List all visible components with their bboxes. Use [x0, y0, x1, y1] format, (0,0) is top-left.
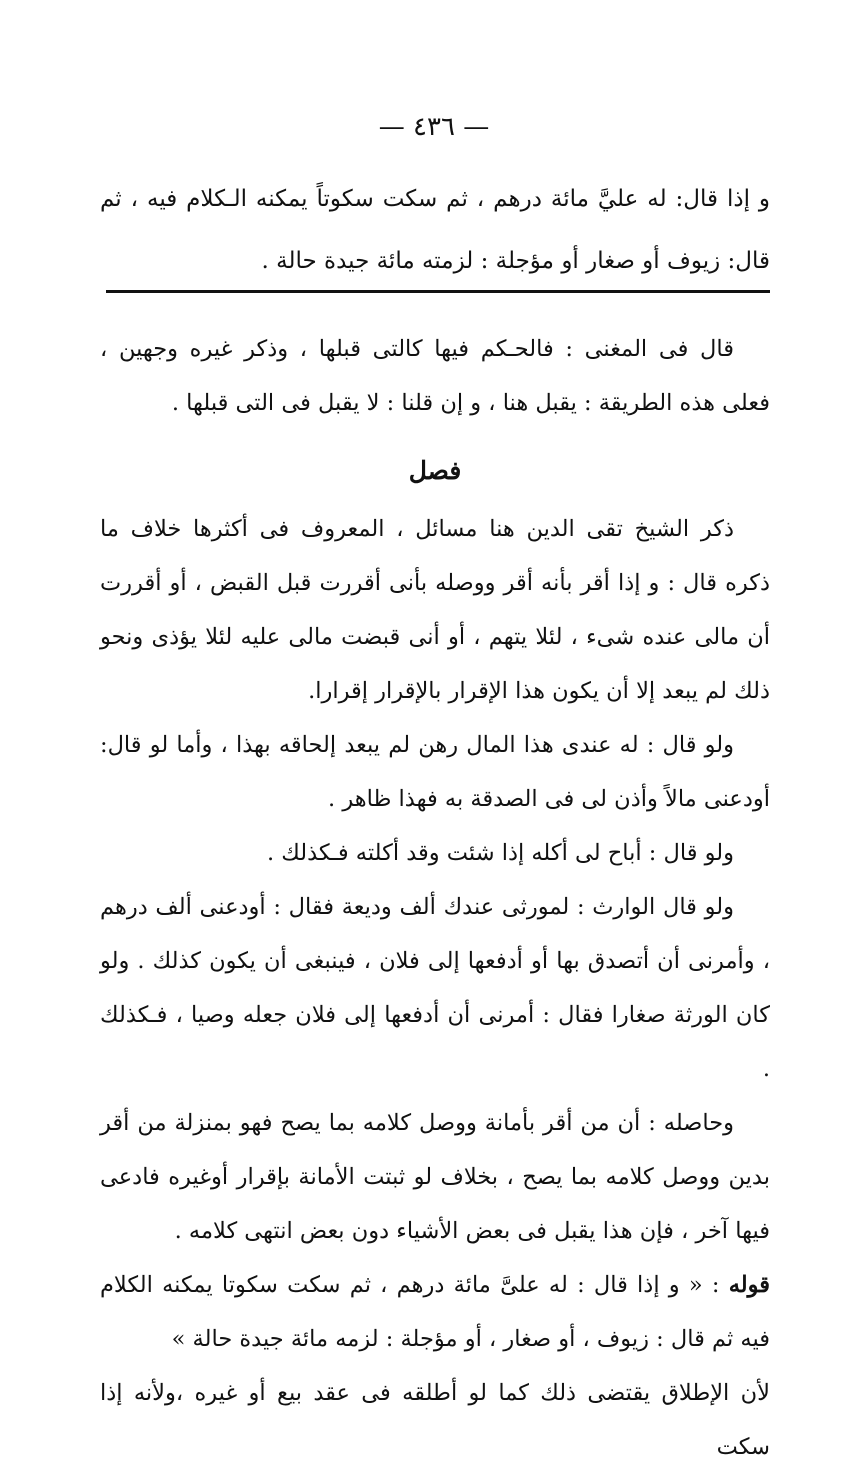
separator-rule: [106, 290, 770, 293]
commentary-paragraph: ولو قال : أباح لى أكله إذا شئت وقد أكلته فـكذلك .: [266, 840, 734, 866]
quoted-matn-paragraph: [100, 1258, 770, 1366]
commentary-paragraph: ذكر الشيخ تقى الدين هنا مسائل ، المعروف فى أكثرها خلاف ما ذكره قال : و إذا أقر بأنه أقر ووصله بأنى أقررت قبل القبض ، أو أقررت أن مالى عنده شىء ، لئلا يتهم ، أو أنى قبضت مالى عليه لئلا يؤذى ونحو ذلك لم يبعد إلا أن يكون هذا الإقرار بالإقرار إقرارا.: [100, 516, 770, 704]
commentary-section: [100, 322, 770, 1474]
commentary-paragraph: لأن الإطلاق يقتضى ذلك كما لو أطلقه فى عقد بيع أو غيره ،ولأنه إذا سكت: [100, 1380, 770, 1460]
commentary-paragraph: ولو قال : له عندى هذا المال رهن لم يبعد إلحاقه بهذا ، وأما لو قال: أودعنى مالاً وأذن لى فى الصدقة به فهذا ظاهر .: [100, 732, 770, 812]
commentary-paragraph: وحاصله : أن من أقر بأمانة ووصل كلامه بما يصح فهو بمنزلة من أقر بدين ووصل كلامه بما يصح ، بخلاف لو ثبتت الأمانة بإقرار أوغيره فادعى فيها آخر ، فإن هذا يقبل فى بعض الأشياء دون بعض انتهى كلامه .: [100, 1110, 770, 1244]
section-heading: فصل: [408, 456, 462, 485]
qawluhu-lead: قوله: [728, 1272, 770, 1298]
matn-text: و إذا قال: له عليَّ مائة درهم ، ثم سكت سكوتاً يمكنه الـكلام فيه ، ثم قال: زيوف أو صغار أو مؤجلة : لزمته مائة جيدة حالة .: [100, 186, 770, 274]
commentary-paragraph: قال فى المغنى : فالحـكم فيها كالتى قبلها ، وذكر غيره وجهين ، فعلى هذه الطريقة : يقبل هنا ، و إن قلنا : لا يقبل فى التى قبلها .: [100, 336, 770, 416]
quoted-matn-text: : « و إذا قال : له علىَّ مائة درهم ، ثم سكت سكوتا يمكنه الكلام فيه ثم قال : زيوف ، أو صغار ، أو مؤجلة : لزمه مائة جيدة حالة »: [100, 1272, 770, 1352]
commentary-paragraph: ولو قال الوارث : لمورثى عندك ألف وديعة فقال : أودعنى ألف درهم ، وأمرنى أن أتصدق بها أو أدفعها إلى فلان ، فينبغى أن يكون كذلك . ولو كان الورثة صغارا فقال : أمرنى أن أدفعها إلى فلان جعله وصيا ، فـكذلك .: [100, 894, 770, 1082]
page-number: — ٤٣٦ —: [378, 112, 490, 142]
